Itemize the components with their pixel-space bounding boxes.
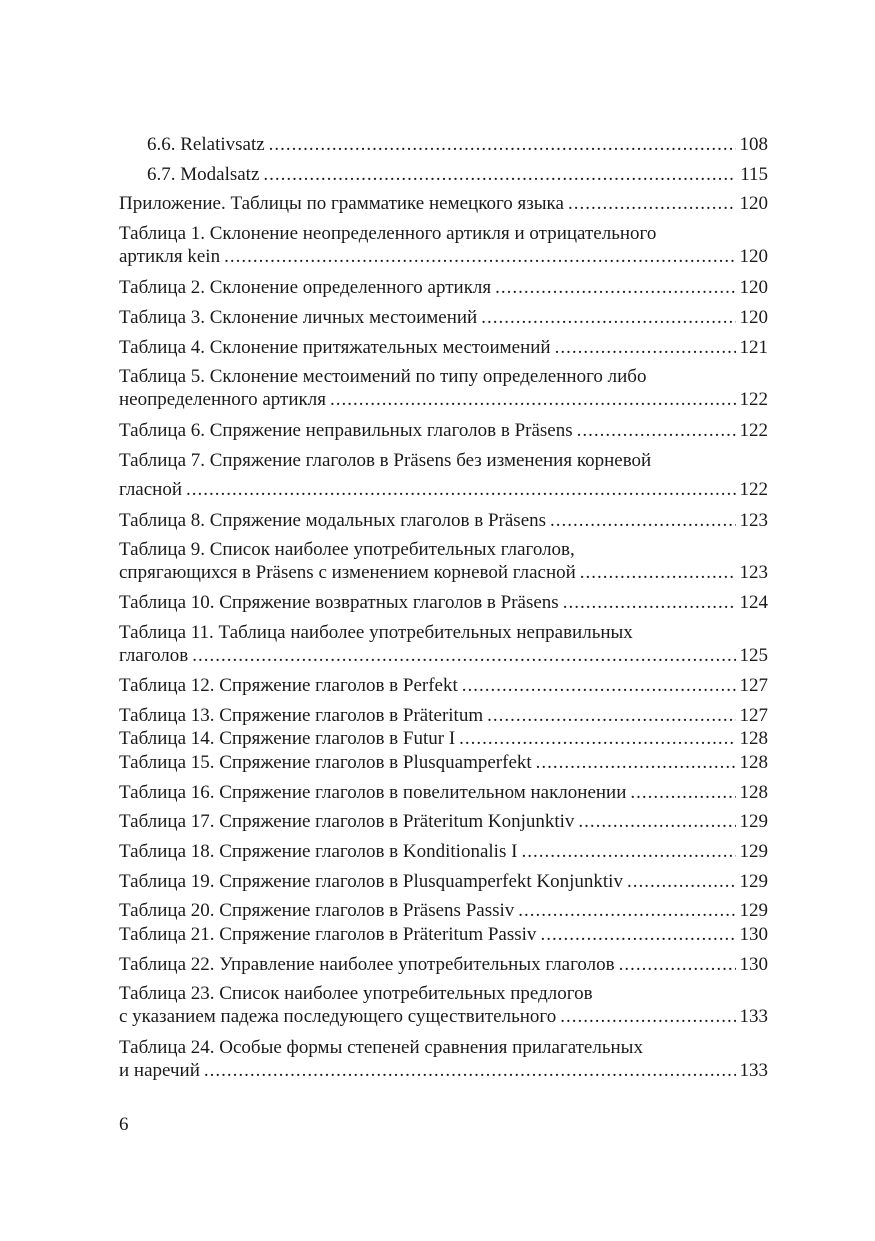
toc-entry-title: с указанием падежа последующего существительного: [119, 1006, 557, 1027]
leader-dots: [578, 810, 735, 833]
toc-entry: [119, 899, 768, 922]
toc-page-number: 130: [739, 954, 768, 975]
toc-page-number: 120: [739, 277, 768, 298]
toc-page-number: 133: [739, 1060, 768, 1081]
toc-entry: [119, 365, 768, 411]
toc-entry: [119, 276, 768, 299]
leader-dots: [577, 419, 736, 442]
leader-dots: [186, 478, 735, 501]
toc-entry-title: Таблица 21. Спряжение глаголов в Präteritum Passiv: [119, 924, 537, 945]
toc-page-number: 122: [739, 389, 768, 410]
toc-entry-first-line: Таблица 5. Склонение местоимений по типу определенного либо: [119, 366, 647, 387]
toc-entry: [119, 982, 768, 1028]
toc-entry-title: и наречий: [119, 1060, 200, 1081]
leader-dots: [459, 727, 735, 750]
toc-entry-title: Таблица 22. Управление наиболее употребительных глаголов: [119, 954, 615, 975]
toc-entry-first-line: Таблица 23. Список наиболее употребительных предлогов: [119, 983, 593, 1004]
leader-dots: [627, 870, 736, 893]
toc-entry-first-line: Таблица 9. Список наиболее употребительных глаголов,: [119, 539, 575, 560]
toc-page-number: 128: [739, 752, 768, 773]
toc-entry-title: 6.6. Relativsatz: [147, 134, 265, 155]
toc-entry: [119, 1036, 768, 1082]
toc-entry: [119, 591, 768, 614]
toc-page-number: 128: [739, 728, 768, 749]
toc-entry: [119, 509, 768, 532]
toc-page-number: 120: [739, 307, 768, 328]
leader-dots: [224, 245, 735, 268]
leader-dots: [518, 899, 735, 922]
toc-entry: [119, 621, 768, 667]
toc-page-number: 133: [739, 1006, 768, 1027]
toc-entry: [119, 727, 768, 750]
leader-dots: [550, 509, 735, 532]
toc-entry: [119, 419, 768, 442]
toc-page-number: 123: [739, 562, 768, 583]
toc-page-number: 127: [739, 675, 768, 696]
toc-page-number: 129: [739, 871, 768, 892]
leader-dots: [481, 306, 735, 329]
toc-entry: [119, 704, 768, 727]
toc-entry: [147, 133, 768, 156]
toc-page-number: 127: [739, 705, 768, 726]
toc-entry-title: Таблица 13. Спряжение глаголов в Präteritum: [119, 705, 484, 726]
leader-dots: [192, 644, 735, 667]
leader-dots: [487, 704, 735, 727]
toc-entry-title: глаголов: [119, 645, 189, 666]
toc-page-number: 122: [739, 420, 768, 441]
leader-dots: [536, 751, 736, 774]
toc-entry: [119, 781, 768, 804]
toc-page-number: 129: [739, 841, 768, 862]
toc-entry: [119, 674, 768, 697]
toc-entry: [119, 953, 768, 976]
toc-entry: [119, 923, 768, 946]
leader-dots: [619, 953, 736, 976]
toc-entry-title: спрягающихся в Präsens с изменением корневой гласной: [119, 562, 576, 583]
toc-entry-first-line: Таблица 11. Таблица наиболее употребительных неправильных: [119, 622, 633, 643]
leader-dots: [269, 133, 736, 156]
toc-entry: [119, 840, 768, 863]
toc-page-number: 108: [739, 134, 768, 155]
toc-entry-first-line: Таблица 1. Склонение неопределенного артикля и отрицательного: [119, 223, 657, 244]
leader-dots: [263, 163, 736, 186]
leader-dots: [555, 336, 736, 359]
toc-entry-title: Таблица 12. Спряжение глаголов в Perfekt: [119, 675, 458, 696]
toc-page-number: 128: [739, 782, 768, 803]
leader-dots: [560, 1005, 735, 1028]
toc-entry-title: гласной: [119, 479, 183, 500]
toc-entry: [147, 163, 768, 186]
toc-entry-title: Таблица 4. Склонение притяжательных местоимений: [119, 337, 551, 358]
toc-entry-title: Таблица 10. Спряжение возвратных глаголов в Präsens: [119, 592, 559, 613]
toc-page-number: 129: [739, 811, 768, 832]
toc-entry-title: неопределенного артикля: [119, 389, 326, 410]
toc-entry-title: Таблица 8. Спряжение модальных глаголов в Präsens: [119, 510, 547, 531]
leader-dots: [563, 591, 736, 614]
leader-dots: [204, 1059, 736, 1082]
toc-page-number: 122: [739, 479, 768, 500]
toc-entry-first-line: Таблица 7. Спряжение глаголов в Präsens без изменения корневой: [119, 450, 652, 471]
toc-entry-title: Таблица 19. Спряжение глаголов в Plusquamperfekt Konjunktiv: [119, 871, 623, 892]
toc-entry-title: артикля kein: [119, 246, 221, 267]
toc-page-number: 115: [740, 164, 768, 185]
toc-entry-title: Таблица 14. Спряжение глаголов в Futur I: [119, 728, 456, 749]
toc-entry-title: Таблица 3. Склонение личных местоимений: [119, 307, 478, 328]
toc-page-number: 123: [739, 510, 768, 531]
leader-dots: [462, 674, 736, 697]
toc-entry-title: Таблица 16. Спряжение глаголов в повелительном наклонении: [119, 782, 627, 803]
page-number: 6: [119, 1114, 129, 1135]
toc-entry: [119, 336, 768, 359]
toc-entry: [119, 751, 768, 774]
toc-entry: [119, 538, 768, 584]
toc-page-number: 130: [739, 924, 768, 945]
toc-page-number: 120: [739, 193, 768, 214]
toc-entry-title: 6.7. Modalsatz: [147, 164, 260, 185]
toc-entry-title: Таблица 17. Спряжение глаголов в Präteritum Konjunktiv: [119, 811, 575, 832]
toc-page-number: 125: [739, 645, 768, 666]
toc-entry-title: Таблица 18. Спряжение глаголов в Konditionalis I: [119, 841, 518, 862]
toc-page-number: 129: [739, 900, 768, 921]
toc-page-number: 120: [739, 246, 768, 267]
leader-dots: [330, 388, 736, 411]
toc-entry: [119, 222, 768, 268]
toc-entry-title: Таблица 6. Спряжение неправильных глаголов в Präsens: [119, 420, 573, 441]
toc-entry: [119, 449, 768, 501]
toc-page-number: 121: [739, 337, 768, 358]
leader-dots: [540, 923, 735, 946]
toc-entry-title: Таблица 15. Спряжение глаголов в Plusquamperfekt: [119, 752, 532, 773]
toc-entry: [119, 810, 768, 833]
leader-dots: [630, 781, 735, 804]
toc-entry-title: Таблица 2. Склонение определенного артикля: [119, 277, 492, 298]
toc-entry-first-line: Таблица 24. Особые формы степеней сравнения прилагательных: [119, 1037, 643, 1058]
leader-dots: [495, 276, 735, 299]
toc-entry: [119, 306, 768, 329]
toc-entry-title: Приложение. Таблицы по грамматике немецкого языка: [119, 193, 564, 214]
toc-page-number: 124: [739, 592, 768, 613]
leader-dots: [568, 192, 736, 215]
leader-dots: [521, 840, 735, 863]
toc-entry-title: Таблица 20. Спряжение глаголов в Präsens Passiv: [119, 900, 515, 921]
toc-entry: [119, 192, 768, 215]
toc-entry: [119, 870, 768, 893]
leader-dots: [580, 561, 736, 584]
